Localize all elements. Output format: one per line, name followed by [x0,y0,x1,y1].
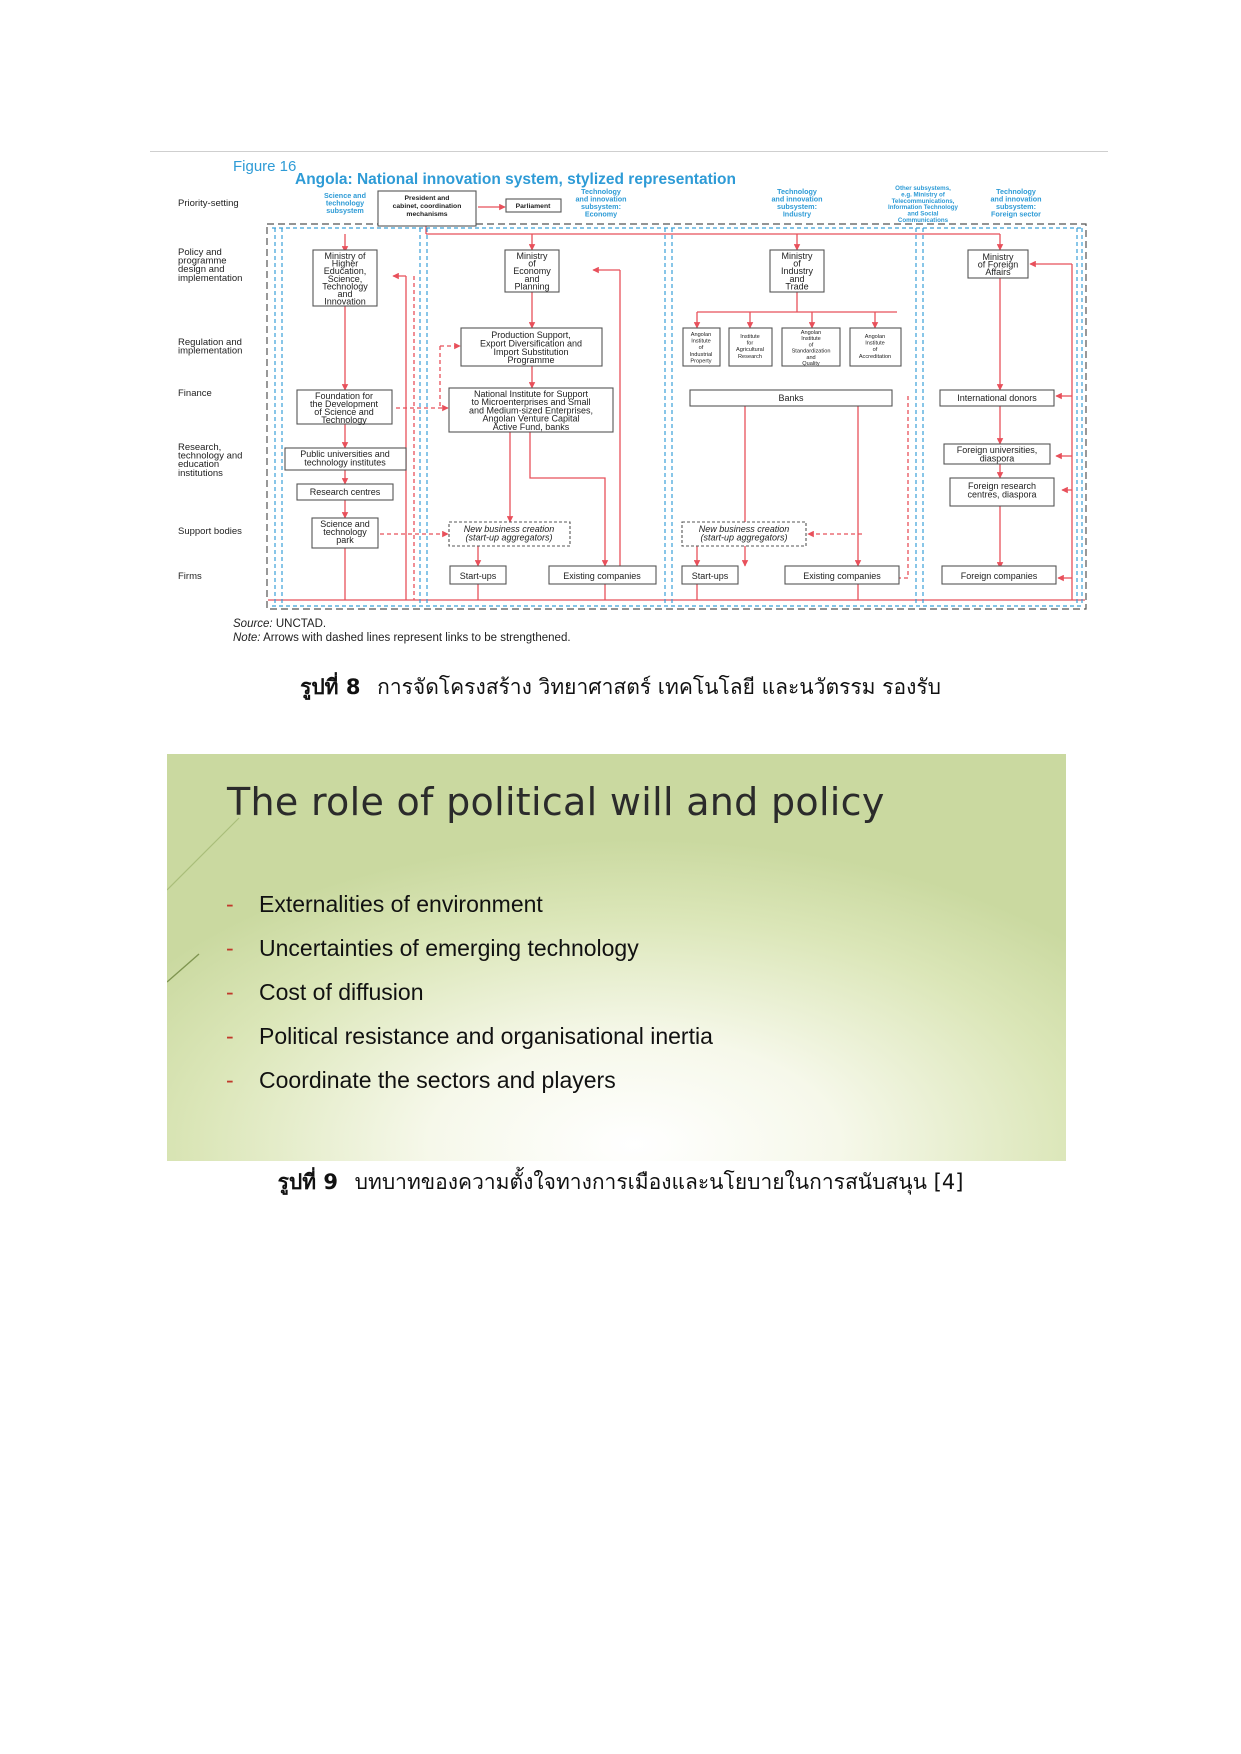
text-line: Accreditation [858,353,892,360]
text-line: and innovation [575,194,627,204]
text-line: Economy [513,266,551,277]
list-item: - Political resistance and organisational inertia [226,1022,713,1049]
box-new-business-creation-economy [464,524,555,542]
text-line: mechanisms [406,211,448,218]
text-line: diaspora [979,453,1015,464]
figure-number: Figure 16 [233,158,297,175]
slide-bullet-list [226,882,713,1102]
text-line: Research, [178,442,222,453]
bullet-dash: - [226,934,234,961]
text-line: Industry [782,209,812,219]
row-label-finance: Finance [178,388,212,399]
column-header-science [324,191,366,215]
text-line: of [793,258,801,269]
row-label-policy [178,247,242,284]
box-start-ups-economy: Start-ups [459,571,497,581]
box-existing-companies-economy: Existing companies [563,571,641,581]
bullet-dash: - [226,978,234,1005]
figure-9-label: รูปที่ 9 [277,1170,338,1194]
text-line: (start-up aggregators) [700,532,788,543]
text-line: education [178,459,220,471]
text-line: Angolan [800,330,822,336]
text-line: Export Diversification and [479,338,583,349]
figure-source: Source: UNCTAD. [233,618,327,630]
text-line: Trade [785,281,809,292]
text-line: technology [325,198,365,208]
text-line: Angolan Venture Capital [482,413,580,424]
column-header-industry [771,187,822,219]
text-line: and Social [907,210,939,218]
list-item: - Uncertainties of emerging technology [226,934,639,961]
text-line: park [336,535,354,545]
text-line: subsystem: [581,202,621,211]
text-line: New business creation [698,524,790,534]
text-line: of [808,342,814,349]
text-line: New business creation [463,524,555,534]
text-line: Ministry [516,251,548,261]
text-line: Angolan [864,334,886,340]
text-line: Higher [331,258,359,269]
text-line: and [337,289,353,299]
figure-9-caption-text: บทบาทของความตั้งใจทางการเมืองและนโยบายในการสนับสนุน [4] [354,1170,964,1194]
text-line: Ministry of [324,251,366,261]
text-line: and innovation [990,194,1042,204]
column-header-foreign [990,187,1041,219]
text-line: and [789,273,805,284]
row-label-priority: Priority-setting [178,198,239,209]
figure-8-caption [0,671,1241,704]
text-line: technology [323,527,367,537]
text-line: Quality [802,361,820,367]
row-label-firms: Firms [178,571,202,582]
text-line: Institute [691,338,711,345]
text-line: Telecommunications, [891,197,955,205]
row-label-regulation [178,337,242,357]
text-line: Planning [514,281,550,292]
text-line: Foreign universities, [956,445,1038,455]
box-start-ups-industry: Start-ups [691,571,729,581]
column-header-other [888,185,959,224]
box-banks: Banks [778,393,804,403]
text-line: Programme [507,355,555,366]
text-line: implementation [178,272,243,284]
text-line: technology and [178,450,243,462]
text-line: subsystem: [777,202,817,211]
text-line: design and [178,264,225,276]
text-line: Property [690,358,712,365]
row-label-support: Support bodies [178,526,242,537]
text-line: Science and [320,519,370,529]
text-line: President and [404,195,450,202]
slide-title: The role of political will and policy [227,780,885,824]
text-line: Technology [322,281,368,292]
text-line: e.g. Ministry of [901,191,945,199]
list-item: - Coordinate the sectors and players [226,1066,616,1093]
box-existing-companies-industry: Existing companies [803,571,881,581]
text-line: Institute [865,340,885,347]
text-line: Technology [777,187,817,196]
text-line: Industry [780,266,814,277]
text-line: Information Technology [887,204,959,212]
text-line: Ministry [781,251,813,261]
text-line: cabinet, coordination [392,203,462,210]
figure-8-label: รูปที่ 8 [300,675,361,699]
text-line: Regulation and [178,337,242,348]
text-line: of Science and [314,407,374,417]
text-line: Education, [323,266,367,277]
text-line: Economy [584,209,618,219]
text-line: subsystem: [996,202,1036,211]
text-line: Agricultural [736,347,764,354]
bullet-dash: - [226,1066,234,1093]
box-ministry-higher-education [322,251,368,307]
text-line: Import Substitution [493,346,569,357]
figure-title: Angola: National innovation system, stylized representation [295,171,736,188]
policy-slide [167,754,1066,1161]
text-line: and [806,354,816,361]
box-research-centres: Research centres [309,487,381,497]
text-line: technology institutes [304,457,386,468]
text-line: centres, diaspora [967,489,1037,500]
text-line: of Foreign [977,259,1019,270]
figure-8-caption-text: การจัดโครงสร้าง วิทยาศาสตร์ เทคโนโลยี และนวัตรรม รองรับ [377,675,941,699]
text-line: Technology [321,415,367,425]
text-line: of [528,258,536,269]
box-parliament: Parliament [515,203,551,210]
text-line: Science, [327,273,363,284]
text-line: of [698,345,704,352]
text-line: Active Fund, banks [492,421,570,432]
text-line: Foreign sector [991,209,1041,219]
text-line: Production Support, [491,330,571,340]
text-line: and Medium-sized Enterprises, [468,405,594,416]
box-institute-agricultural-research [736,334,764,360]
text-line: Technology [581,187,621,196]
text-line: Industrial [689,351,713,358]
figure-9-caption [0,1166,1241,1199]
figure-note: Note: Arrows with dashed lines represent links to be strengthened. [233,632,571,644]
text-line: of [872,347,878,354]
text-line: for [746,340,754,347]
text-line: National Institute for Support [473,389,589,399]
text-line: Foreign research [967,481,1037,491]
text-line: Affairs [985,267,1011,278]
text-line: Research [738,353,762,360]
row-label-research [178,442,242,479]
text-line: and innovation [771,194,823,204]
text-line: Ministry [982,252,1014,262]
text-line: Innovation [324,296,366,307]
text-line: the Development [309,399,379,409]
bullet-dash: - [226,1022,234,1049]
text-line: Foundation for [314,391,374,401]
list-item: - Cost of diffusion [226,978,424,1005]
bullet-dash: - [226,890,234,917]
text-line: Institute [801,336,821,343]
text-line: implementation [178,345,243,357]
list-item: - Externalities of environment [226,890,543,917]
text-line: Angolan [690,332,712,338]
text-line: subsystem [326,206,364,215]
text-line: Standardization [791,348,831,355]
box-foreign-companies: Foreign companies [960,571,1038,581]
text-line: Communications [897,217,949,224]
text-line: programme [178,255,227,267]
text-line: Policy and [178,247,222,258]
text-line: Public universities and [300,449,390,459]
text-line: institutions [178,467,223,479]
text-line: and [524,273,540,284]
text-line: (start-up aggregators) [465,532,553,543]
box-international-donors: International donors [957,393,1037,403]
box-public-universities [300,449,390,467]
text-line: Science and [324,191,366,200]
text-line: Other subsystems, [895,185,951,192]
box-new-business-creation-industry [699,524,790,542]
text-line: Technology [996,187,1036,196]
diagram-boxes [285,191,1056,584]
column-header-economy [575,187,626,219]
box-foreign-research-centres [967,481,1036,499]
box-ministry-economy [513,251,551,291]
text-line: to Microenterprises and Small [471,397,591,408]
text-line: Institute [740,334,760,340]
